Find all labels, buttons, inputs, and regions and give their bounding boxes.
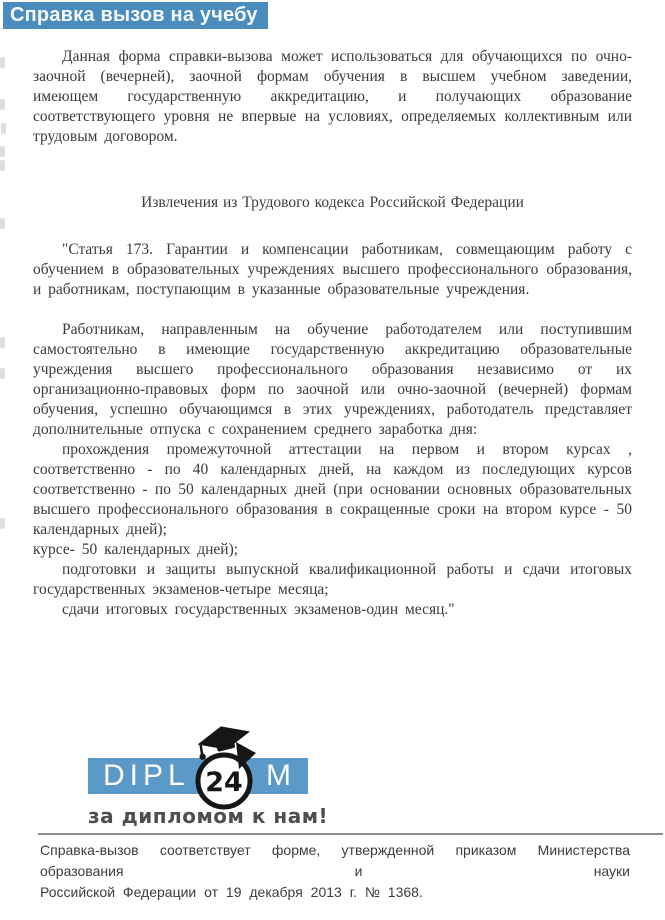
diplom24-logo — [88, 728, 329, 838]
scan-artifact — [0, 518, 5, 529]
intro-paragraph: Данная форма справки-вызова может использоваться для обучающихся по очно-заочной (вечерней), заочной формам обучения в высшем учебном заведении, имеющем государственную аккредитацию, и получающих образование соответствующего уровня не впервые на условиях, определяемых коллективным или трудовым договором. — [33, 48, 632, 145]
logo-word-right: M — [266, 759, 296, 792]
footer-note-line: Российской Федерации от 19 декабря 2013 г. № 1368. — [40, 884, 423, 900]
scan-artifact — [0, 57, 5, 68]
scan-artifact — [0, 99, 5, 110]
document-body — [33, 47, 632, 620]
page-title-banner — [3, 2, 268, 29]
legal-paragraph: курсе- 50 календарных дней); — [33, 541, 239, 558]
scan-artifact — [0, 146, 5, 157]
footer-divider — [38, 833, 663, 835]
legal-paragraph: Работникам, направленным на обучение работодателем или поступившим самостоятельно в имеющие государственную аккредитацию образовательные учреждения высшего профессионального образования независимо от их организационно-правовых форм по заочной или очно-заочной (вечерней) формам обучения, успешно обучающимся в этих учреждениях, работодатель представляет дополнительные отпуска с сохранением среднего заработка дня: — [33, 321, 632, 438]
scan-artifact — [1, 123, 6, 134]
legal-paragraph: подготовки и защиты выпускной квалификационной работы и сдачи итоговых государственных экзаменов-четыре месяца; — [33, 561, 632, 598]
legal-paragraph: прохождения промежуточной аттестации на первом и втором курсах , соответственно - по 40 календарных дней, на каждом из последующих курсов соответственно - по 50 календарных дней (при основании основных образовательных высшего профессионального образования в сокращенные сроки на втором курсе - 50 календарных дней); — [33, 441, 632, 538]
legal-paragraph: "Статья 173. Гарантии и компенсации работникам, совмещающим работу с обучением в образовательных учреждениях высшего профессионального образования, и работникам, поступающим в указанные образовательные учреждения. — [33, 241, 632, 298]
scan-artifact — [0, 337, 5, 348]
scan-artifact — [0, 160, 5, 171]
page-title: Справка вызов на учебу — [10, 4, 258, 26]
scan-artifact — [0, 218, 5, 229]
legal-paragraph: сдачи итоговых государственных экзаменов-один месяц." — [62, 601, 455, 618]
section-heading: Извлечения из Трудового кодекса Российской Федерации — [141, 194, 524, 211]
logo-badge-number: 24 — [205, 767, 243, 798]
scan-artifact — [0, 368, 5, 379]
footer-note — [40, 840, 630, 903]
logo-tagline: за дипломом к нам! — [88, 804, 329, 828]
clock-graduation-cap-icon — [186, 725, 266, 815]
footer-note-line: Справка-вызов соответствует форме, утвержденной приказом Министерства образования и науки — [40, 842, 630, 879]
logo-word-left: DIPL — [103, 759, 190, 792]
